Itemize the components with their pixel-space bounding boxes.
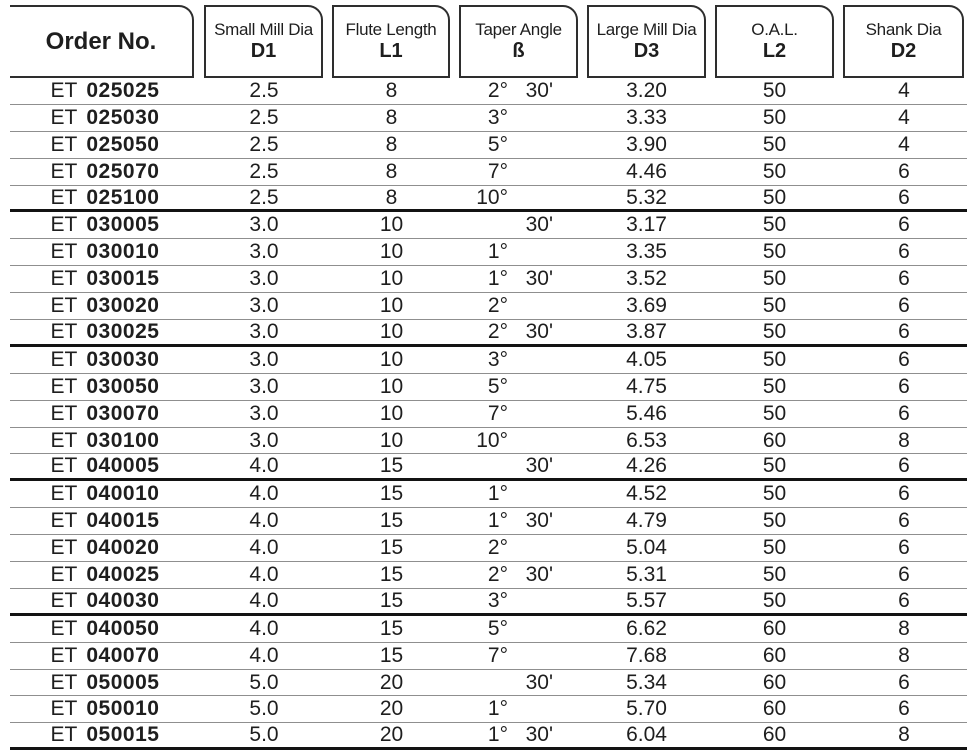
order-prefix: ET — [50, 482, 78, 506]
taper-minutes-cell: 30' — [525, 78, 553, 102]
oal-cell: 50 — [762, 347, 787, 371]
order-prefix: ET — [50, 670, 78, 694]
header-label-shank-dia: Shank Dia — [865, 19, 942, 39]
taper-minutes-cell — [508, 105, 553, 131]
taper-degrees-cell: 7° — [487, 159, 508, 183]
order-no-cell — [10, 132, 200, 158]
table-row — [10, 589, 967, 616]
order-prefix: ET — [50, 562, 78, 586]
taper-minutes-cell — [508, 186, 553, 210]
order-code: 050015 — [86, 723, 160, 747]
taper-minutes-cell: 30' — [525, 509, 553, 533]
small-mill-dia-cell: 3.0 — [249, 267, 279, 291]
large-mill-dia-cell: 5.04 — [626, 536, 667, 560]
taper-degrees-cell: 1° — [487, 267, 508, 291]
taper-minutes-cell — [508, 616, 553, 642]
taper-degrees-cell: 2° — [487, 562, 508, 586]
taper-minutes-cell — [508, 239, 553, 265]
large-mill-dia-cell: 3.52 — [626, 267, 667, 291]
large-mill-dia-cell: 4.75 — [626, 374, 667, 398]
order-code: 025025 — [86, 78, 160, 102]
oal-cell: 50 — [762, 374, 787, 398]
table-row — [10, 132, 967, 159]
small-mill-dia-cell: 5.0 — [249, 697, 279, 721]
oal-cell: 60 — [762, 723, 787, 747]
order-no-cell — [10, 266, 200, 292]
order-no-cell — [10, 374, 200, 400]
shank-dia-cell: 4 — [898, 132, 910, 156]
shank-dia-cell: 8 — [898, 643, 910, 667]
shank-dia-cell: 6 — [898, 185, 910, 209]
small-mill-dia-cell: 2.5 — [249, 78, 279, 102]
oal-cell: 60 — [762, 697, 787, 721]
large-mill-dia-cell: 5.32 — [626, 185, 667, 209]
large-mill-dia-cell: 5.70 — [626, 697, 667, 721]
small-mill-dia-cell: 2.5 — [249, 105, 279, 129]
flute-length-cell: 10 — [379, 267, 404, 291]
flute-length-cell: 8 — [385, 132, 398, 156]
order-no-cell — [10, 78, 200, 104]
order-code: 030100 — [86, 428, 160, 452]
oal-cell: 50 — [762, 185, 787, 209]
table-row — [10, 320, 967, 347]
oal-cell: 50 — [762, 78, 787, 102]
large-mill-dia-cell: 3.69 — [626, 294, 667, 318]
taper-degrees-cell: 3° — [487, 588, 508, 612]
oal-cell: 50 — [762, 294, 787, 318]
header-cell-taper-angle — [459, 5, 578, 78]
shank-dia-cell: 4 — [898, 78, 910, 102]
flute-length-cell: 20 — [379, 670, 404, 694]
taper-degrees-cell: 7° — [487, 643, 508, 667]
order-code: 030015 — [86, 267, 160, 291]
taper-minutes-cell — [508, 132, 553, 158]
taper-degrees-cell: 3° — [487, 105, 508, 129]
flute-length-cell: 20 — [379, 697, 404, 721]
order-code: 040005 — [86, 454, 160, 478]
table-row — [10, 535, 967, 562]
order-no-cell — [10, 643, 200, 669]
oal-cell: 60 — [762, 643, 787, 667]
header-label-order-no: Order No. — [45, 27, 157, 55]
header-sublabel-flute-length: L1 — [379, 40, 403, 63]
shank-dia-cell: 8 — [898, 616, 910, 640]
header-cell-oal — [715, 5, 834, 78]
order-prefix: ET — [50, 374, 78, 398]
header-sublabel-oal: L2 — [762, 40, 787, 63]
flute-length-cell: 15 — [379, 588, 404, 612]
large-mill-dia-cell: 5.34 — [626, 670, 667, 694]
flute-length-cell: 10 — [379, 428, 404, 452]
order-no-cell — [10, 186, 200, 210]
order-prefix: ET — [50, 643, 78, 667]
table-row — [10, 670, 967, 697]
oal-cell: 50 — [762, 536, 787, 560]
shank-dia-cell: 8 — [898, 723, 910, 747]
small-mill-dia-cell: 4.0 — [249, 536, 279, 560]
taper-minutes-cell — [508, 643, 553, 669]
header-label-oal: O.A.L. — [751, 19, 798, 39]
flute-length-cell: 15 — [379, 562, 404, 586]
oal-cell: 50 — [762, 267, 787, 291]
small-mill-dia-cell: 4.0 — [249, 482, 279, 506]
taper-degrees-cell: 2° — [487, 78, 508, 102]
order-code: 025070 — [86, 159, 160, 183]
flute-length-cell: 8 — [385, 105, 398, 129]
order-prefix: ET — [50, 319, 78, 343]
header-cell-large-mill-dia — [587, 5, 706, 78]
small-mill-dia-cell: 5.0 — [249, 723, 279, 747]
taper-degrees-cell: 5° — [487, 616, 508, 640]
small-mill-dia-cell: 3.0 — [249, 347, 279, 371]
order-prefix: ET — [50, 105, 78, 129]
small-mill-dia-cell: 3.0 — [249, 428, 279, 452]
order-prefix: ET — [50, 401, 78, 425]
large-mill-dia-cell: 3.35 — [626, 240, 667, 264]
taper-minutes-cell: 30' — [525, 319, 553, 343]
taper-minutes-cell — [508, 159, 553, 185]
shank-dia-cell: 6 — [898, 697, 910, 721]
order-no-cell — [10, 347, 200, 373]
taper-minutes-cell: 30' — [525, 213, 553, 237]
large-mill-dia-cell: 5.31 — [626, 562, 667, 586]
order-code: 030030 — [86, 347, 160, 371]
order-prefix: ET — [50, 213, 78, 237]
order-code: 040010 — [86, 482, 160, 506]
shank-dia-cell: 6 — [898, 670, 910, 694]
order-code: 050005 — [86, 670, 160, 694]
taper-degrees-cell: 1° — [487, 723, 508, 747]
oal-cell: 60 — [762, 428, 787, 452]
taper-degrees-cell — [413, 670, 508, 696]
order-no-cell — [10, 481, 200, 507]
oal-cell: 50 — [762, 588, 787, 612]
oal-cell: 50 — [762, 401, 787, 425]
flute-length-cell: 10 — [379, 401, 404, 425]
shank-dia-cell: 6 — [898, 213, 910, 237]
order-code: 040050 — [86, 616, 160, 640]
taper-degrees-cell: 2° — [487, 536, 508, 560]
order-prefix: ET — [50, 697, 78, 721]
large-mill-dia-cell: 3.20 — [626, 78, 667, 102]
taper-degrees-cell: 10° — [476, 428, 508, 452]
order-prefix: ET — [50, 616, 78, 640]
header-sublabel-shank-dia: D2 — [890, 40, 917, 63]
small-mill-dia-cell: 4.0 — [249, 588, 279, 612]
small-mill-dia-cell: 3.0 — [249, 294, 279, 318]
table-row — [10, 266, 967, 293]
order-no-cell — [10, 723, 200, 747]
oal-cell: 50 — [762, 213, 787, 237]
flute-length-cell: 15 — [379, 616, 404, 640]
small-mill-dia-cell: 3.0 — [249, 374, 279, 398]
table-row — [10, 508, 967, 535]
shank-dia-cell: 6 — [898, 536, 910, 560]
order-code: 025100 — [86, 185, 160, 209]
taper-degrees-cell: 5° — [487, 374, 508, 398]
order-prefix: ET — [50, 159, 78, 183]
oal-cell: 50 — [762, 562, 787, 586]
order-code: 025050 — [86, 132, 160, 156]
table-row — [10, 78, 967, 105]
shank-dia-cell: 6 — [898, 588, 910, 612]
shank-dia-cell: 6 — [898, 509, 910, 533]
header-sublabel-taper-angle: ß — [512, 40, 525, 63]
taper-degrees-cell: 1° — [487, 240, 508, 264]
taper-minutes-cell — [508, 347, 553, 373]
table-row — [10, 616, 967, 643]
order-prefix: ET — [50, 428, 78, 452]
oal-cell: 50 — [762, 240, 787, 264]
taper-degrees-cell: 2° — [487, 294, 508, 318]
small-mill-dia-cell: 4.0 — [249, 562, 279, 586]
small-mill-dia-cell: 4.0 — [249, 454, 279, 478]
order-prefix: ET — [50, 185, 78, 209]
order-no-cell — [10, 535, 200, 561]
oal-cell: 60 — [762, 670, 787, 694]
order-prefix: ET — [50, 454, 78, 478]
taper-minutes-cell: 30' — [525, 562, 553, 586]
table-row — [10, 481, 967, 508]
table-row — [10, 347, 967, 374]
header-label-large-mill-dia: Large Mill Dia — [596, 19, 697, 39]
large-mill-dia-cell: 3.87 — [626, 319, 667, 343]
taper-degrees-cell: 3° — [487, 347, 508, 371]
flute-length-cell: 15 — [379, 509, 404, 533]
header-label-taper-angle: Taper Angle — [475, 19, 562, 39]
shank-dia-cell: 4 — [898, 105, 910, 129]
order-no-cell — [10, 320, 200, 344]
taper-minutes-cell: 30' — [525, 454, 553, 478]
taper-degrees-cell — [413, 454, 508, 478]
order-no-cell — [10, 159, 200, 185]
taper-degrees-cell: 1° — [487, 509, 508, 533]
table-row — [10, 186, 967, 213]
small-mill-dia-cell: 3.0 — [249, 401, 279, 425]
taper-minutes-cell — [508, 428, 553, 454]
small-mill-dia-cell: 2.5 — [249, 159, 279, 183]
order-code: 030010 — [86, 240, 160, 264]
oal-cell: 50 — [762, 105, 787, 129]
order-no-cell — [10, 696, 200, 722]
oal-cell: 60 — [762, 616, 787, 640]
small-mill-dia-cell: 2.5 — [249, 185, 279, 209]
order-prefix: ET — [50, 78, 78, 102]
taper-degrees-cell: 2° — [487, 319, 508, 343]
order-code: 030025 — [86, 319, 160, 343]
order-no-cell — [10, 293, 200, 319]
shank-dia-cell: 6 — [898, 482, 910, 506]
order-no-cell — [10, 562, 200, 588]
order-code: 050010 — [86, 697, 160, 721]
order-no-cell — [10, 616, 200, 642]
table-row — [10, 696, 967, 723]
order-prefix: ET — [50, 723, 78, 747]
table-row — [10, 401, 967, 428]
taper-minutes-cell — [508, 696, 553, 722]
table-row — [10, 239, 967, 266]
taper-minutes-cell: 30' — [525, 267, 553, 291]
header-label-flute-length: Flute Length — [345, 19, 437, 39]
taper-minutes-cell: 30' — [525, 723, 553, 747]
large-mill-dia-cell: 6.53 — [626, 428, 667, 452]
order-no-cell — [10, 508, 200, 534]
order-prefix: ET — [50, 240, 78, 264]
order-no-cell — [10, 212, 200, 238]
large-mill-dia-cell: 4.05 — [626, 347, 667, 371]
order-prefix: ET — [50, 294, 78, 318]
shank-dia-cell: 6 — [898, 562, 910, 586]
shank-dia-cell: 6 — [898, 240, 910, 264]
header-sublabel-small-mill-dia: D1 — [250, 40, 277, 63]
order-no-cell — [10, 454, 200, 478]
small-mill-dia-cell: 4.0 — [249, 616, 279, 640]
flute-length-cell: 10 — [379, 374, 404, 398]
flute-length-cell: 10 — [379, 319, 404, 343]
header-cell-flute-length — [332, 5, 450, 78]
large-mill-dia-cell: 3.90 — [626, 132, 667, 156]
table-row — [10, 293, 967, 320]
taper-minutes-cell: 30' — [525, 670, 553, 694]
large-mill-dia-cell: 4.26 — [626, 454, 667, 478]
shank-dia-cell: 6 — [898, 159, 910, 183]
header-cell-order-no — [10, 5, 194, 78]
table-row — [10, 105, 967, 132]
oal-cell: 50 — [762, 159, 787, 183]
flute-length-cell: 15 — [379, 643, 404, 667]
shank-dia-cell: 6 — [898, 267, 910, 291]
order-no-cell — [10, 428, 200, 454]
order-code: 025030 — [86, 105, 160, 129]
header-sublabel-large-mill-dia: D3 — [633, 40, 660, 63]
order-code: 030070 — [86, 401, 160, 425]
large-mill-dia-cell: 6.62 — [626, 616, 667, 640]
flute-length-cell: 8 — [385, 78, 398, 102]
small-mill-dia-cell: 5.0 — [249, 670, 279, 694]
shank-dia-cell: 6 — [898, 319, 910, 343]
order-no-cell — [10, 105, 200, 131]
small-mill-dia-cell: 3.0 — [249, 319, 279, 343]
oal-cell: 50 — [762, 319, 787, 343]
table-row — [10, 454, 967, 481]
taper-degrees-cell: 10° — [476, 185, 508, 209]
flute-length-cell: 15 — [379, 482, 404, 506]
taper-minutes-cell — [508, 481, 553, 507]
taper-minutes-cell — [508, 374, 553, 400]
large-mill-dia-cell: 4.46 — [626, 159, 667, 183]
taper-degrees-cell — [413, 212, 508, 238]
oal-cell: 50 — [762, 482, 787, 506]
taper-minutes-cell — [508, 293, 553, 319]
table-row — [10, 212, 967, 239]
large-mill-dia-cell: 6.04 — [626, 723, 667, 747]
oal-cell: 50 — [762, 132, 787, 156]
flute-length-cell: 15 — [379, 454, 404, 478]
large-mill-dia-cell: 4.52 — [626, 482, 667, 506]
shank-dia-cell: 6 — [898, 294, 910, 318]
order-prefix: ET — [50, 132, 78, 156]
order-prefix: ET — [50, 536, 78, 560]
order-code: 040030 — [86, 588, 160, 612]
header-label-small-mill-dia: Small Mill Dia — [214, 19, 313, 39]
order-code: 030005 — [86, 213, 160, 237]
large-mill-dia-cell: 3.17 — [626, 213, 667, 237]
order-no-cell — [10, 589, 200, 613]
shank-dia-cell: 6 — [898, 347, 910, 371]
table-row — [10, 562, 967, 589]
flute-length-cell: 10 — [379, 347, 404, 371]
shank-dia-cell: 8 — [898, 428, 910, 452]
shank-dia-cell: 6 — [898, 401, 910, 425]
order-no-cell — [10, 670, 200, 696]
taper-minutes-cell — [508, 589, 553, 613]
shank-dia-cell: 6 — [898, 454, 910, 478]
taper-degrees-cell: 7° — [487, 401, 508, 425]
table-row — [10, 723, 967, 750]
large-mill-dia-cell: 5.46 — [626, 401, 667, 425]
order-prefix: ET — [50, 347, 78, 371]
small-mill-dia-cell: 2.5 — [249, 132, 279, 156]
table-row — [10, 428, 967, 455]
order-prefix: ET — [50, 509, 78, 533]
taper-degrees-cell: 5° — [487, 132, 508, 156]
table-row — [10, 643, 967, 670]
order-code: 040020 — [86, 536, 160, 560]
flute-length-cell: 10 — [379, 213, 404, 237]
taper-minutes-cell — [508, 535, 553, 561]
flute-length-cell: 15 — [379, 536, 404, 560]
large-mill-dia-cell: 4.79 — [626, 509, 667, 533]
order-no-cell — [10, 401, 200, 427]
taper-degrees-cell: 1° — [487, 697, 508, 721]
order-code: 030020 — [86, 294, 160, 318]
table-body — [10, 78, 967, 750]
order-code: 030050 — [86, 374, 160, 398]
large-mill-dia-cell: 5.57 — [626, 588, 667, 612]
table-row — [10, 374, 967, 401]
table-row — [10, 159, 967, 186]
oal-cell: 50 — [762, 454, 787, 478]
order-no-cell — [10, 239, 200, 265]
large-mill-dia-cell: 3.33 — [626, 105, 667, 129]
order-prefix: ET — [50, 267, 78, 291]
shank-dia-cell: 6 — [898, 374, 910, 398]
flute-length-cell: 10 — [379, 294, 404, 318]
order-code: 040015 — [86, 509, 160, 533]
small-mill-dia-cell: 4.0 — [249, 509, 279, 533]
oal-cell: 50 — [762, 509, 787, 533]
flute-length-cell: 20 — [379, 723, 404, 747]
header-cell-shank-dia — [843, 5, 964, 78]
flute-length-cell: 8 — [385, 159, 398, 183]
order-code: 040025 — [86, 562, 160, 586]
small-mill-dia-cell: 3.0 — [249, 213, 279, 237]
taper-degrees-cell: 1° — [487, 482, 508, 506]
flute-length-cell: 8 — [385, 185, 398, 209]
large-mill-dia-cell: 7.68 — [626, 643, 667, 667]
order-code: 040070 — [86, 643, 160, 667]
flute-length-cell: 10 — [379, 240, 404, 264]
header-cell-small-mill-dia — [204, 5, 323, 78]
small-mill-dia-cell: 4.0 — [249, 643, 279, 667]
small-mill-dia-cell: 3.0 — [249, 240, 279, 264]
taper-minutes-cell — [508, 401, 553, 427]
table-header — [0, 0, 971, 78]
order-prefix: ET — [50, 588, 78, 612]
